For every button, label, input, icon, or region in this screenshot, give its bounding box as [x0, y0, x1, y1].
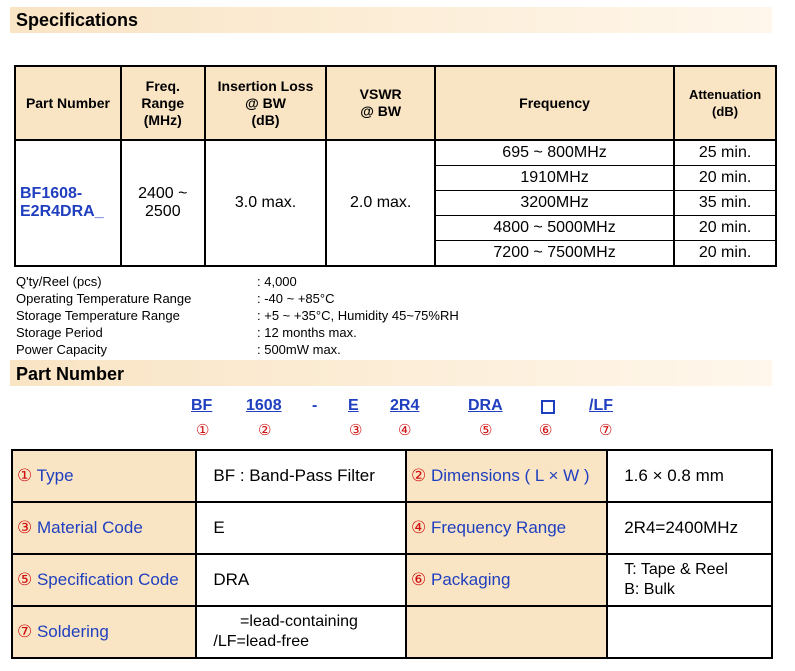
meta-key: Storage Temperature Range — [16, 308, 180, 323]
meta-row — [16, 324, 459, 341]
pn-value-empty — [607, 606, 772, 658]
code-material: E — [348, 397, 359, 414]
pn-label-dimensions: ② Dimensions ( L × W ) — [406, 450, 607, 502]
cell-frequency: 7200 ~ 7500MHz — [435, 241, 674, 267]
meta-row — [16, 290, 459, 307]
cell-frequency: 3200MHz — [435, 191, 674, 216]
code-frequency: 2R4 — [390, 397, 420, 414]
header-part-number: Part Number — [15, 66, 121, 140]
part-section-bar — [10, 360, 772, 386]
pn-label-packaging: ⑥ Packaging — [406, 554, 607, 606]
marker-3: ③ — [349, 422, 363, 439]
header-attenuation: Attenuation (dB) — [674, 66, 776, 140]
meta-value: : +5 ~ +35°C, Humidity 45~75%RH — [257, 308, 459, 323]
header-freq-range: Freq. Range (MHz) — [121, 66, 205, 140]
pn-label-frequency-range: ④ Frequency Range — [406, 502, 607, 554]
meta-key: Operating Temperature Range — [16, 291, 192, 306]
cell-attenuation: 20 min. — [674, 241, 776, 267]
pn-label-material: ③ Material Code — [12, 502, 196, 554]
pn-value-frequency-range: 2R4=2400MHz — [607, 502, 772, 554]
meta-key: Storage Period — [16, 325, 103, 340]
code-size: 1608 — [246, 397, 282, 414]
code-soldering: /LF — [589, 397, 613, 414]
cell-attenuation: 35 min. — [674, 191, 776, 216]
cell-frequency: 695 ~ 800MHz — [435, 140, 674, 166]
pn-label-type: ① Type — [12, 450, 196, 502]
cell-frequency: 4800 ~ 5000MHz — [435, 216, 674, 241]
marker-6: ⑥ — [539, 422, 553, 439]
cell-attenuation: 20 min. — [674, 166, 776, 191]
pn-label-empty — [406, 606, 607, 658]
spec-section-title: Specifications — [16, 10, 139, 30]
pn-value-material: E — [196, 502, 406, 554]
meta-key: Power Capacity — [16, 342, 108, 357]
meta-value: : -40 ~ +85°C — [257, 291, 335, 306]
marker-2: ② — [258, 422, 272, 439]
pn-value-packaging: T: Tape & Reel B: Bulk — [607, 554, 772, 606]
cell-attenuation: 25 min. — [674, 140, 776, 166]
code-packaging-box-icon — [541, 397, 555, 419]
meta-row — [16, 341, 459, 358]
meta-value: : 4,000 — [257, 274, 297, 289]
meta-row — [16, 273, 459, 290]
code-bf: BF — [191, 397, 213, 414]
meta-row — [16, 307, 459, 324]
spec-table — [14, 65, 777, 267]
part-section-title: Part Number — [16, 364, 125, 384]
pn-value-soldering: =lead-containing /LF=lead-free — [196, 606, 406, 658]
meta-value: : 12 months max. — [257, 325, 357, 340]
cell-part-number: BF1608- E2R4DRA_ — [15, 140, 121, 266]
marker-4: ④ — [398, 422, 412, 439]
pn-value-dimensions: 1.6 × 0.8 mm — [607, 450, 772, 502]
cell-freq-range: 2400 ~ 2500 — [121, 140, 205, 266]
meta-key: Q'ty/Reel (pcs) — [16, 274, 102, 289]
marker-7: ⑦ — [599, 422, 613, 439]
cell-frequency: 1910MHz — [435, 166, 674, 191]
part-number-table — [11, 449, 773, 659]
pn-value-type: BF : Band-Pass Filter — [196, 450, 406, 502]
cell-attenuation: 20 min. — [674, 216, 776, 241]
header-insertion-loss: Insertion Loss @ BW (dB) — [205, 66, 327, 140]
pn-label-soldering: ⑦ Soldering — [12, 606, 196, 658]
pn-value-specification: DRA — [196, 554, 406, 606]
header-frequency: Frequency — [435, 66, 674, 140]
meta-value: : 500mW max. — [257, 342, 341, 357]
code-dash: - — [312, 397, 318, 414]
marker-5: ⑤ — [479, 422, 493, 439]
cell-vswr: 2.0 max. — [326, 140, 435, 266]
pn-label-specification: ⑤ Specification Code — [12, 554, 196, 606]
cell-insertion-loss: 3.0 max. — [205, 140, 327, 266]
marker-1: ① — [196, 422, 210, 439]
code-spec: DRA — [468, 397, 503, 414]
spec-meta-list — [16, 273, 459, 358]
header-vswr: VSWR @ BW — [326, 66, 435, 140]
